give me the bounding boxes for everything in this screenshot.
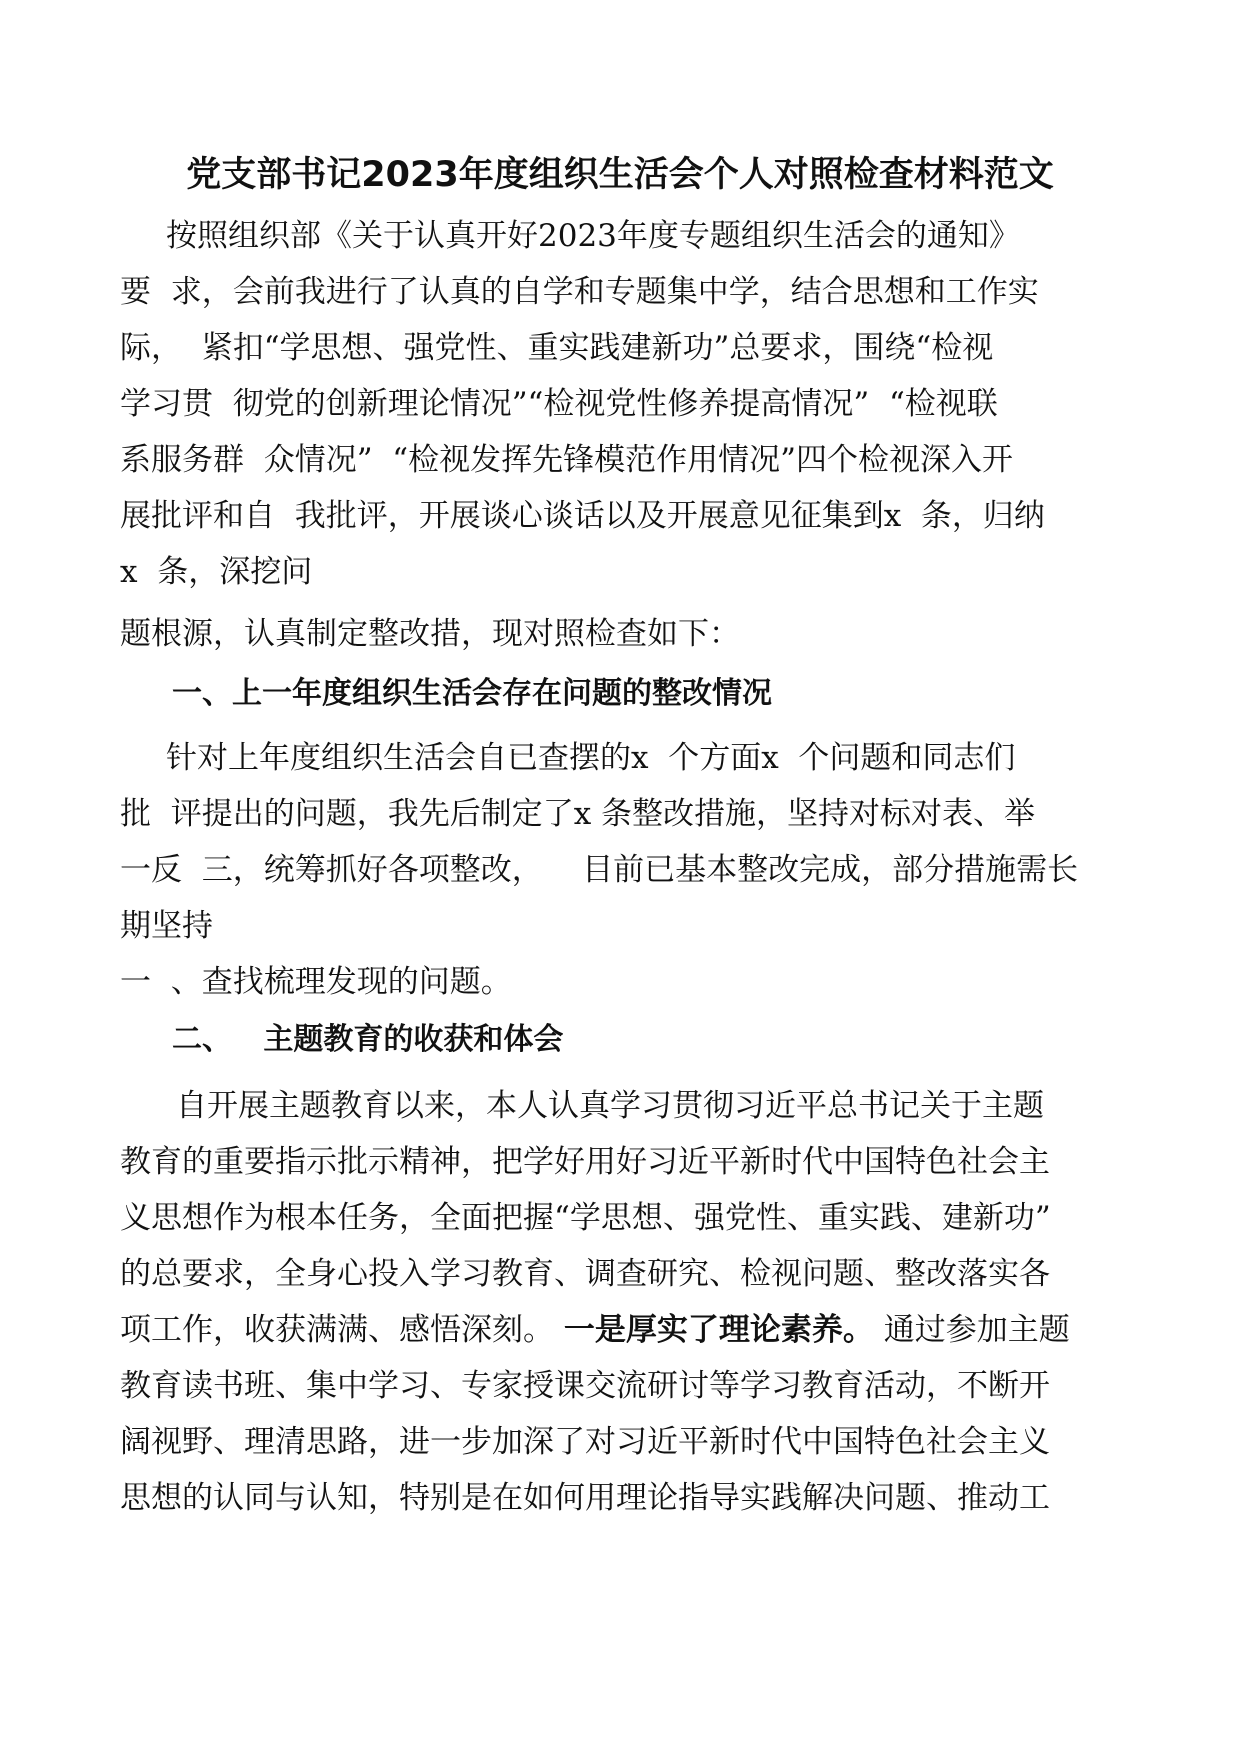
paragraph-text: 项工作，收获满满、感悟深刻。: [120, 1312, 564, 1348]
paragraph-line: 要 求，会前我进行了认真的自学和专题集中学，结合思想和工作实: [120, 274, 1039, 310]
paragraph-line: 批 评提出的问题，我先后制定了x 条整改措施，坚持对标对表、举: [120, 796, 1036, 832]
paragraph-line: 展批评和自 我批评，开展谈心谈话以及开展意见征集到x 条，归纳: [120, 498, 1045, 534]
paragraph-line: 期坚持: [120, 908, 213, 944]
paragraph-line: x 条，深挖问: [120, 554, 313, 590]
paragraph-line: 的总要求，全身心投入学习教育、调查研究、检视问题、整改落实各: [120, 1256, 1050, 1292]
paragraph-line-mixed: [120, 1302, 1070, 1358]
paragraph-line: 义思想作为根本任务，全面把握“学思想、强党性、重实践、建新功”: [120, 1200, 1051, 1236]
paragraph-line: 教育读书班、集中学习、专家授课交流研讨等学习教育活动，不断开: [120, 1368, 1050, 1404]
paragraph-line: 按照组织部《关于认真开好2023年度专题组织生活会的通知》: [166, 218, 1020, 254]
paragraph-line: 题根源，认真制定整改措，现对照检查如下：: [120, 616, 740, 652]
paragraph-line: 教育的重要指示批示精神，把学好用好习近平新时代中国特色社会主: [120, 1144, 1050, 1180]
paragraph-line: 思想的认同与认知，特别是在如何用理论指导实践解决问题、推动工: [120, 1480, 1050, 1516]
paragraph-line: 学习贯 彻党的创新理论情况”“检视党性修养提高情况” “检视联: [120, 386, 998, 422]
document-title: 党支部书记2023年度组织生活会个人对照检查材料范文: [186, 155, 1054, 195]
paragraph-line: 阔视野、理清思路，进一步加深了对习近平新时代中国特色社会主义: [120, 1424, 1050, 1460]
bold-emphasis: 一是厚实了理论素养。: [563, 1312, 874, 1348]
paragraph-line: 一 、查找梳理发现的问题。: [120, 964, 512, 1000]
paragraph-text: 通过参加主题: [873, 1312, 1070, 1348]
paragraph-line: 一反 三，统筹抓好各项整改， 目前已基本整改完成，部分措施需长: [120, 852, 1079, 888]
section-heading: 一、上一年度组织生活会存在问题的整改情况: [172, 676, 772, 711]
section-heading: 二、 主题教育的收获和体会: [172, 1022, 564, 1057]
paragraph-line: 系服务群 众情况” “检视发挥先锋模范作用情况”四个检视深入开: [120, 442, 1013, 478]
paragraph-line: 针对上年度组织生活会自已查摆的x 个方面x 个问题和同志们: [166, 740, 1016, 776]
paragraph-line: 自开展主题教育以来，本人认真学习贯彻习近平总书记关于主题: [176, 1088, 1044, 1124]
paragraph-line: 际， 紧扣“学思想、强党性、重实践建新功”总要求，围绕“检视: [120, 330, 994, 366]
